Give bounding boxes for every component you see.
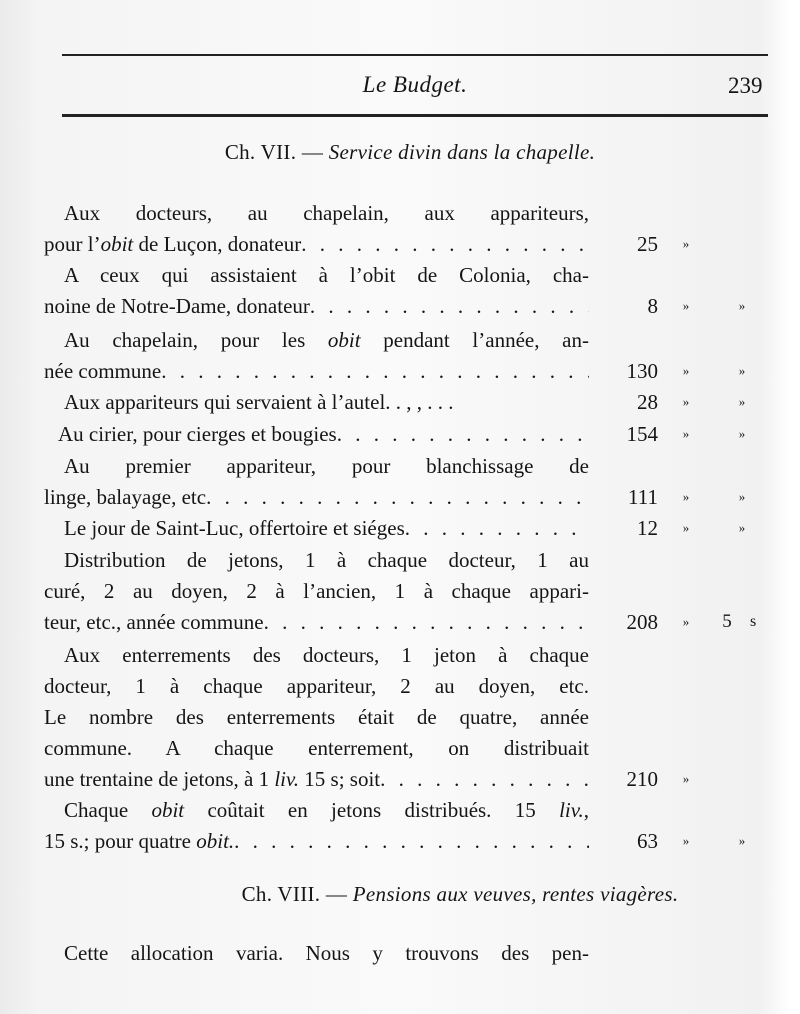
amount-value: 210 [626, 767, 658, 791]
heading-dash: — [325, 882, 348, 906]
leader-dots [337, 419, 589, 449]
ditto-mark: » [682, 298, 690, 313]
ditto-mark: » [682, 614, 690, 629]
text-line: Distribution de jetons, 1 à chaque docteur, 1 au [64, 548, 589, 572]
amount-value: 111 [628, 485, 658, 509]
ditto-mark: » [682, 833, 690, 848]
chapter-title: Pensions aux veuves, rentes viagères. [352, 882, 679, 906]
ditto-mark: » [738, 394, 746, 409]
text-line: docteur, 1 à chaque appariteur, 2 au doyen, etc. [44, 674, 589, 698]
text-line: teur, etc., année commune . . . [44, 607, 589, 637]
amount-value: 154 [626, 422, 658, 446]
chapter-label: Ch. VIII. [241, 882, 321, 906]
ditto-mark: » [682, 236, 690, 251]
leader-dots [380, 764, 589, 794]
leader-dots [206, 482, 589, 512]
text-line: Le nombre des enterrements était de quatre, année [44, 705, 589, 729]
amount-value: 63 [637, 829, 658, 853]
text-line: pour l’obit de Luçon, donateur . . . [44, 229, 589, 259]
ditto-mark: » [682, 520, 690, 535]
amount-value: 12 [637, 516, 658, 540]
leader-dots [405, 513, 589, 543]
chapter-title: Service divin dans la chapelle. [328, 140, 596, 164]
ditto-mark: » [738, 520, 746, 535]
text-line: née commune . . . [44, 356, 589, 386]
ditto-mark: » [738, 298, 746, 313]
chapter-8-heading [0, 882, 800, 907]
leader-dots [301, 229, 589, 259]
sous-unit: s [750, 613, 757, 630]
text-line: Au premier appariteur, pour blanchissage de [64, 454, 589, 478]
amount-value: 130 [626, 359, 658, 383]
ditto-mark: » [682, 394, 690, 409]
text-line: curé, 2 au doyen, 2 à l’ancien, 1 à chaque appari- [44, 579, 589, 603]
text-line: Aux docteurs, au chapelain, aux appariteurs, [64, 201, 589, 225]
text-line: Aux appariteurs qui servaient à l’autel. . , , . . . [64, 390, 454, 414]
leader-dots [234, 826, 589, 856]
text-line: Au chapelain, pour les obit pendant l’année, an- [64, 328, 589, 352]
header-rule-top [62, 54, 768, 56]
amount-value: 208 [626, 610, 658, 634]
ditto-mark: » [738, 489, 746, 504]
ditto-mark: » [738, 426, 746, 441]
leader-dots [264, 607, 589, 637]
text-line: noine de Notre-Dame, donateur . . . [44, 291, 589, 321]
chapter-7-heading [0, 140, 800, 165]
text-line: commune. A chaque enterrement, on distribuait [44, 736, 589, 760]
running-header-title: Le Budget. [362, 72, 468, 97]
header-rule-bottom [62, 114, 768, 117]
ditto-mark: » [682, 771, 690, 786]
amount-value: 28 [637, 390, 658, 414]
sous-value: 5 [722, 611, 732, 632]
ditto-mark: » [682, 363, 690, 378]
chapter-label: Ch. VII. [224, 140, 297, 164]
ditto-mark: » [682, 489, 690, 504]
page-number: 239 [728, 73, 763, 98]
text-line: Aux enterrements des docteurs, 1 jeton à chaque [64, 643, 589, 667]
text-line: Au cirier, pour cierges et bougies . . . [58, 419, 589, 449]
text-line: Chaque obit coûtait en jetons distribués. 15 liv., [64, 798, 589, 822]
ditto-mark: » [738, 833, 746, 848]
text-line: A ceux qui assistaient à l’obit de Colonia, cha- [64, 263, 589, 287]
heading-dash: — [301, 140, 324, 164]
text-line: une trentaine de jetons, à 1 liv. 15 s; soit . . . [44, 764, 589, 794]
text-line: 15 s.; pour quatre obit. . . . [44, 826, 589, 856]
text-line: Le jour de Saint-Luc, offertoire et siéges . . . [64, 513, 589, 543]
paragraph-start: Cette allocation varia. Nous y trouvons des pen- [64, 941, 589, 965]
leader-dots [310, 291, 589, 321]
ditto-mark: » [682, 426, 690, 441]
leader-dots [161, 356, 589, 386]
amount-value: 8 [647, 294, 658, 318]
ditto-mark: » [738, 363, 746, 378]
text-line: linge, balayage, etc . . . [44, 482, 589, 512]
amount-value: 25 [637, 232, 658, 256]
